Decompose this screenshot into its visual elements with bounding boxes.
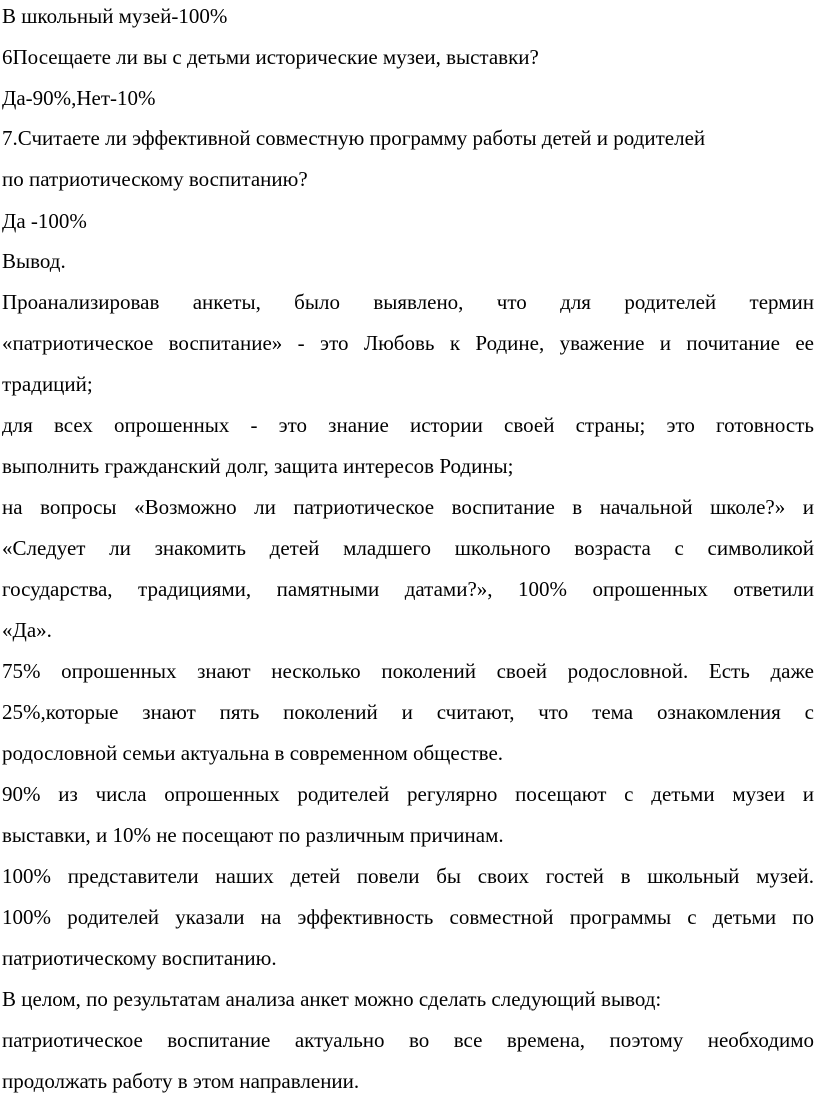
text-line: 25%,которые знают пять поколений и считают, что тема ознакомления с <box>2 700 814 724</box>
text-line: для всех опрошенных - это знание истории своей страны; это готовность <box>2 413 814 437</box>
text-line: Да-90%,Нет-10% <box>2 86 156 110</box>
text-line: 100% представители наших детей повели бы своих гостей в школьный музей. <box>2 864 814 888</box>
text-line: 90% из числа опрошенных родителей регулярно посещают с детьми музеи и <box>2 782 814 806</box>
text-line: выполнить гражданский долг, защита интересов Родины; <box>2 454 514 478</box>
text-line: Да -100% <box>2 209 87 233</box>
text-line: «патриотическое воспитание» - это Любовь к Родине, уважение и почитание ее <box>2 331 814 355</box>
text-line: 100% родителей указали на эффективность совместной программы с детьми по <box>2 905 814 929</box>
text-line: «Следует ли знакомить детей младшего школьного возраста с символикой <box>2 536 814 560</box>
text-line: продолжать работу в этом направлении. <box>2 1069 360 1093</box>
text-line: патриотическому воспитанию. <box>2 946 277 970</box>
text-line: 6Посещаете ли вы с детьми исторические музеи, выставки? <box>2 45 539 69</box>
text-line: на вопросы «Возможно ли патриотическое воспитание в начальной школе?» и <box>2 495 814 519</box>
text-line: государства, традициями, памятными датами?», 100% опрошенных ответили <box>2 577 814 601</box>
text-line: Проанализировав анкеты, было выявлено, что для родителей термин <box>2 290 814 314</box>
text-line: В школьный музей-100% <box>2 4 228 28</box>
text-line: по патриотическому воспитанию? <box>2 167 308 191</box>
text-line: патриотическое воспитание актуально во все времена, поэтому необходимо <box>2 1028 814 1052</box>
text-line: «Да». <box>2 618 52 642</box>
text-line: родословной семьи актуальна в современном обществе. <box>2 741 504 765</box>
text-line: В целом, по результатам анализа анкет можно сделать следующий вывод: <box>2 987 662 1011</box>
text-line: 7.Считаете ли эффективной совместную программу работы детей и родителей <box>2 126 706 150</box>
text-line: 75% опрошенных знают несколько поколений своей родословной. Есть даже <box>2 659 814 683</box>
text-line: Вывод. <box>2 249 66 273</box>
text-line: выставки, и 10% не посещают по различным причинам. <box>2 823 504 847</box>
text-line: традиций; <box>2 372 93 396</box>
